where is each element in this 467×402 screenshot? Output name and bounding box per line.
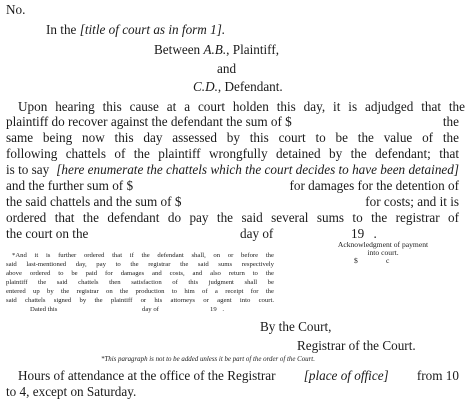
in-the-text: In the: [46, 22, 77, 37]
ack-cents: c: [386, 256, 390, 265]
body-line-2: [6, 114, 459, 130]
further-sum-text: and the further sum of $: [6, 178, 134, 193]
chattels-placeholder: [here enumerate the chattels which the court decides to have been detained]: [56, 162, 459, 177]
ack-dollar: $: [354, 256, 358, 265]
defendant-label: , Defendant.: [217, 79, 283, 94]
for-costs-text: for costs; and it is: [365, 194, 459, 209]
body-line-8: ordered that the defendant do pay the said several sums to the registrar of: [6, 210, 459, 225]
day-of-text: day of: [240, 226, 274, 241]
between-text: Between: [154, 42, 201, 57]
dated-period: .: [222, 306, 225, 313]
registrar-of-court: Registrar of the Court.: [297, 338, 416, 353]
by-the-court: By the Court,: [260, 319, 332, 334]
body-line-4: following chattels of the plaintiff wrongfully detained by the defendant; that: [6, 146, 459, 161]
dated-year: 19: [210, 306, 217, 313]
recover-sum-text: plaintiff do recover against the defendant the sum of $: [6, 114, 292, 129]
defendant-line: [193, 79, 283, 95]
acknowledgment-subtitle: into court.: [367, 248, 399, 257]
hours-text: Hours of attendance at the office of the Registrar: [18, 368, 276, 383]
hours-line-2: to 4, except on Saturday.: [6, 384, 137, 399]
court-title-placeholder: [title of court as in form 1].: [79, 22, 226, 37]
period: .: [373, 226, 377, 241]
footnote-line-6: said chattels signed by the plaintiff or his attorneys or agent into court.: [6, 297, 274, 304]
and-text: and: [217, 61, 237, 76]
body-line-1: Upon hearing this cause at a court holden this day, it is adjudged that the: [18, 99, 465, 114]
footnote-line-5: entered up by the registrar on the production to him of a receipt for the: [6, 288, 274, 295]
is-to-say-text: is to say: [6, 162, 50, 177]
acknowledgment-title: Acknowledgment of payment: [337, 240, 429, 249]
from-ten-text: from 10: [416, 368, 459, 383]
footnote-line-3: above ordered to be paid for damages and costs, and also return to the: [6, 270, 274, 277]
body-line-3: same being now this day assessed by this court to be the value of the: [6, 130, 459, 145]
year-prefix: 19: [351, 226, 365, 241]
body-line-5: [6, 162, 459, 178]
defendant-name: C.D.: [193, 79, 218, 94]
footnote-line-1: *And it is further ordered that if the defendant shall, on or before the: [12, 252, 274, 259]
costs-sum-text: the said chattels and the sum of $: [6, 194, 182, 209]
court-line: [46, 22, 225, 38]
hours-line-1: [6, 368, 459, 384]
place-of-office-placeholder: [place of office]: [303, 368, 389, 383]
dated-year-line: [210, 306, 224, 314]
form-number: No.: [6, 2, 26, 17]
footnote-line-2: said last-mentioned day, pay to the registrar the said sums respectively: [6, 261, 274, 268]
court-on-the-text: the court on the: [6, 226, 89, 241]
paragraph-note: *This paragraph is not to be added unless it be part of the order of the Court.: [101, 356, 315, 363]
footnote-line-4: plaintiff the said chattels then satisfaction of this judgment shall be: [6, 279, 274, 286]
dated-this-text: Dated this: [30, 306, 58, 313]
damages-text: for damages for the detention of: [289, 178, 459, 193]
plaintiff-label: , Plaintiff,: [226, 42, 280, 57]
between-plaintiff-line: [154, 42, 279, 58]
the-text: the: [442, 114, 459, 129]
dated-day-of-text: day of: [142, 306, 159, 313]
plaintiff-name: A.B.: [203, 42, 227, 57]
